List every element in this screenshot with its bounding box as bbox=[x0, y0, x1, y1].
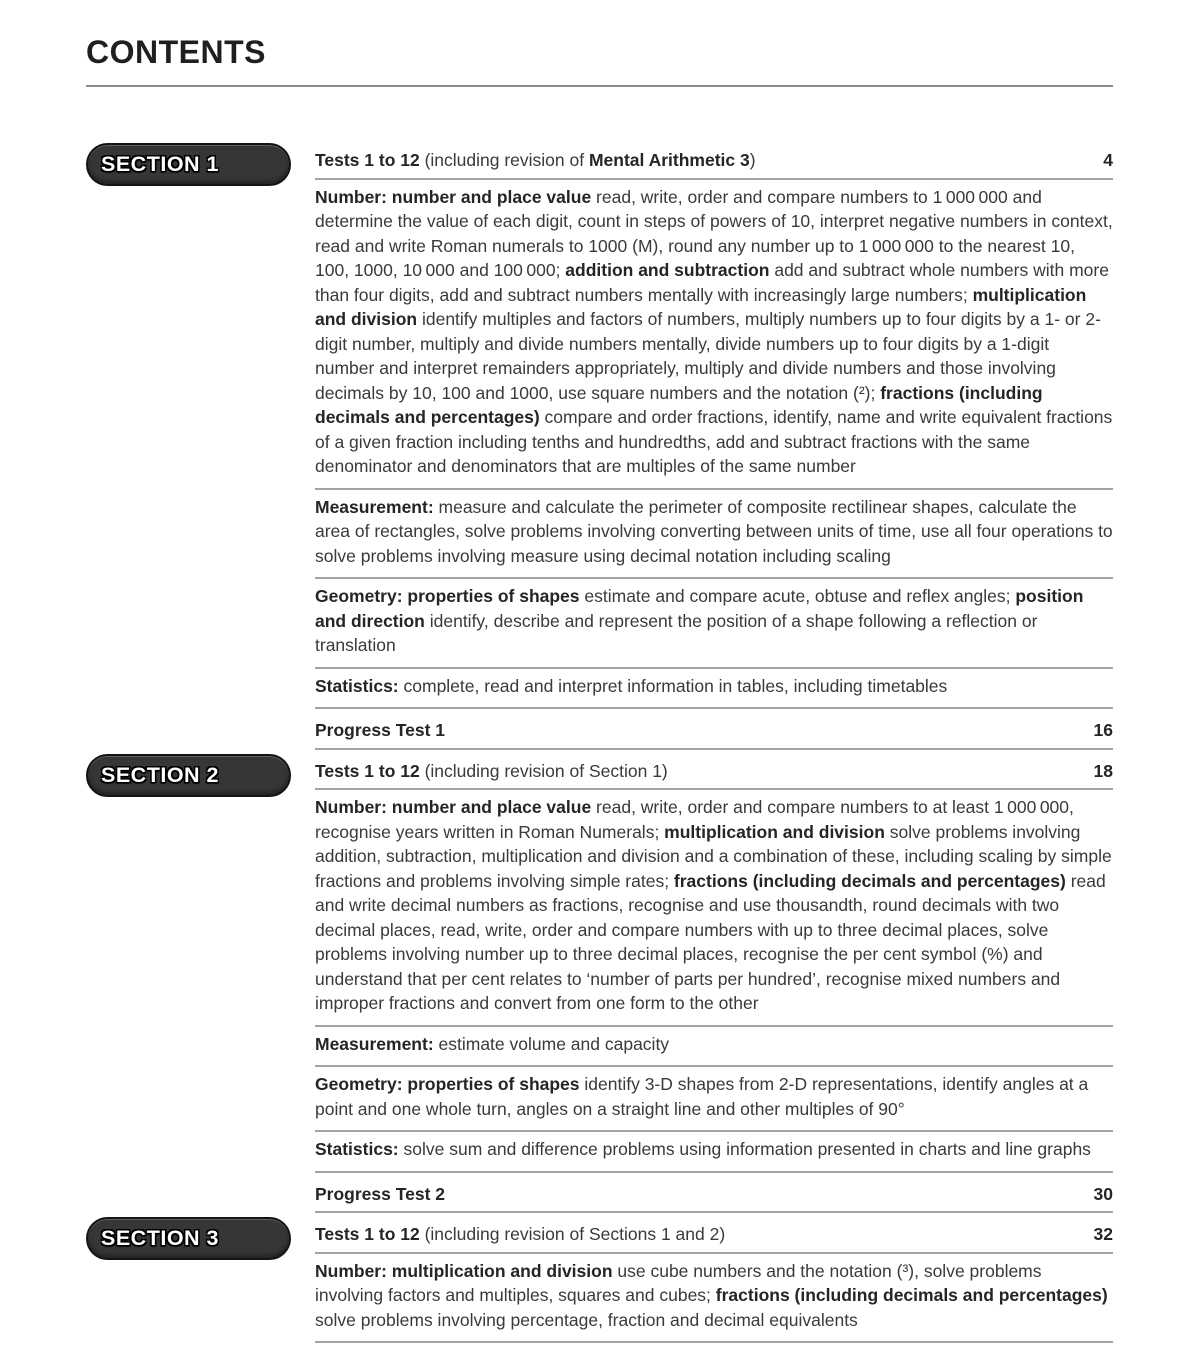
text-segment: compare and order fractions, identify, name and write equivalent fractions of a given fraction including tenths and hundredths, add and subtract fractions with the same denominator and denominators that are multiples of the same number bbox=[315, 407, 1113, 476]
text-segment: (including revision of Section 1) bbox=[419, 760, 668, 781]
section-badge: SECTION 2 bbox=[86, 754, 291, 797]
entry-label bbox=[315, 797, 1112, 1013]
text-segment: Geometry: properties of shapes bbox=[315, 1074, 580, 1094]
text-segment: fractions (including decimals and percentages) bbox=[315, 382, 1043, 427]
text-segment: (including revision of bbox=[419, 150, 589, 170]
toc-entry-row bbox=[315, 1213, 1113, 1254]
text-segment: Mental Arithmetic 3 bbox=[588, 150, 750, 170]
entry-label bbox=[315, 148, 776, 173]
entry-label bbox=[315, 1222, 745, 1247]
text-segment: (including revision of Sections 1 and 2) bbox=[419, 1224, 726, 1244]
text-segment: Measurement: bbox=[315, 1033, 434, 1054]
text-segment: Progress Test 1 bbox=[315, 720, 446, 740]
toc-paragraph bbox=[315, 180, 1113, 490]
entry-label bbox=[315, 1261, 1108, 1330]
section-badge-column bbox=[86, 139, 315, 750]
text-segment: multiplication and division bbox=[315, 284, 1087, 329]
entry-label bbox=[315, 1182, 465, 1207]
entry-label bbox=[315, 497, 1113, 566]
text-segment: fractions (including decimals and percentages) bbox=[715, 1285, 1108, 1305]
text-segment: measure and calculate the perimeter of composite rectilinear shapes, calculate the area of rectangles, solve problems involving converting between units of time, use all four operations to solve problems involving measure using decimal notation including scaling bbox=[315, 496, 1113, 566]
section-badge-column bbox=[86, 1213, 315, 1343]
text-segment: complete, read and interpret information in tables, including timetables bbox=[398, 675, 948, 696]
text-segment: ) bbox=[749, 150, 756, 170]
toc-paragraph bbox=[315, 1067, 1113, 1132]
text-segment: Statistics: bbox=[315, 675, 399, 696]
toc-paragraph bbox=[315, 490, 1113, 580]
toc-entry-row bbox=[315, 750, 1113, 791]
entry-label bbox=[315, 187, 1113, 477]
text-segment: Measurement: bbox=[315, 496, 434, 517]
toc-entry-row bbox=[315, 1173, 1113, 1214]
text-segment: read, write, order and compare numbers to at least 1 000 000, recognise years written in Roman Numerals; bbox=[315, 797, 1074, 842]
text-segment: estimate and compare acute, obtuse and reflex angles; bbox=[579, 586, 1016, 606]
entry-label bbox=[315, 718, 465, 743]
section-block bbox=[86, 1213, 1113, 1343]
text-segment: Number: multiplication and division bbox=[315, 1260, 613, 1281]
text-segment: Tests 1 to 12 bbox=[315, 760, 420, 781]
toc-entry-row bbox=[315, 139, 1113, 180]
toc-paragraph bbox=[315, 1254, 1113, 1344]
page-number: 16 bbox=[1093, 720, 1113, 740]
text-segment: Geometry: properties of shapes bbox=[315, 586, 580, 606]
toc-paragraph bbox=[315, 1027, 1113, 1068]
toc-paragraph bbox=[315, 669, 1113, 710]
entry-label bbox=[315, 676, 967, 696]
toc-entry-row bbox=[315, 709, 1113, 750]
text-segment: read, write, order and compare numbers to 1 000 000 and determine the value of each digit, count in steps of powers of 10, interpret negative numbers in context, read and write Roman numerals to 1000 (M), round any number up to 1 000 000 to the nearest 10, 100, 1000, 10 000 and 100 000; bbox=[315, 186, 1113, 280]
text-segment: Number: number and place value bbox=[315, 797, 592, 817]
text-segment: identify multiples and factors of numbers, multiply numbers up to four digits by a 1- or 2-digit number, multiply and divide numbers mentally, divide numbers up to four digits by a 1-digit number and interpret remainders appropriately, multiply and divide numbers and those involving decimals by 10, 100 and 1000, use square numbers and the notation (²); bbox=[315, 309, 1101, 403]
page-number: 4 bbox=[1103, 150, 1113, 170]
sections-container bbox=[86, 139, 1113, 1343]
text-segment: solve sum and difference problems using information presented in charts and line graphs bbox=[398, 1139, 1091, 1159]
entry-label bbox=[315, 1034, 689, 1054]
section-entries bbox=[315, 1213, 1113, 1343]
text-segment: identify 3-D shapes from 2-D representations, identify angles at a point and one whole turn, angles on a straight line and other multiples of 90° bbox=[315, 1074, 1089, 1119]
text-segment: use cube numbers and the notation (³), solve problems involving factors and multiples, squares and cubes; bbox=[315, 1260, 1042, 1305]
section-badge: SECTION 1 bbox=[86, 143, 291, 186]
page-number: 30 bbox=[1093, 1183, 1113, 1204]
toc-paragraph bbox=[315, 1132, 1113, 1173]
text-segment: addition and subtraction bbox=[565, 260, 770, 280]
text-segment: add and subtract whole numbers with more than four digits, add and subtract numbers mentally with increasingly large numbers; bbox=[315, 260, 1109, 305]
text-segment: Tests 1 to 12 bbox=[315, 1224, 420, 1244]
entry-label bbox=[315, 1074, 1088, 1119]
text-segment: Progress Test 2 bbox=[315, 1183, 446, 1204]
entry-label bbox=[315, 1139, 1111, 1159]
text-segment: multiplication and division bbox=[664, 821, 885, 842]
text-segment: fractions (including decimals and percentages) bbox=[673, 870, 1066, 891]
section-entries bbox=[315, 750, 1113, 1214]
toc-paragraph bbox=[315, 579, 1113, 669]
toc-paragraph bbox=[315, 790, 1113, 1027]
text-segment: Number: number and place value bbox=[315, 186, 592, 207]
text-segment: identify, describe and represent the position of a shape following a reflection or translation bbox=[315, 610, 1038, 655]
entry-label bbox=[315, 586, 1083, 655]
section-block bbox=[86, 750, 1113, 1214]
text-segment: read and write decimal numbers as fractions, recognise and use thousandth, round decimals with two decimal places, read, write, order and compare numbers with up to three decimal places, solve problems involving number up to three decimal places, recognise the per cent symbol (%) and understand that per cent relates to ‘number of parts per hundred’, recognise mixed numbers and improper fractions and convert from one form to the other bbox=[315, 870, 1106, 1013]
text-segment: solve problems involving addition, subtraction, multiplication and division and a combination of these, including scaling by simple fractions and problems involving simple rates; bbox=[315, 821, 1112, 891]
section-entries bbox=[315, 139, 1113, 750]
section-badge: SECTION 3 bbox=[86, 1217, 291, 1260]
page-title: CONTENTS bbox=[86, 34, 266, 70]
text-segment: solve problems involving percentage, fraction and decimal equivalents bbox=[315, 1309, 858, 1330]
text-segment: Statistics: bbox=[315, 1139, 399, 1159]
text-segment: position and direction bbox=[315, 586, 1084, 631]
section-badge-column bbox=[86, 750, 315, 1214]
page-number: 18 bbox=[1093, 760, 1113, 781]
section-block bbox=[86, 139, 1113, 750]
page-number: 32 bbox=[1093, 1224, 1113, 1244]
text-segment: Tests 1 to 12 bbox=[315, 150, 420, 170]
title-divider bbox=[86, 85, 1113, 87]
entry-label bbox=[315, 759, 688, 784]
text-segment: estimate volume and capacity bbox=[433, 1033, 670, 1054]
